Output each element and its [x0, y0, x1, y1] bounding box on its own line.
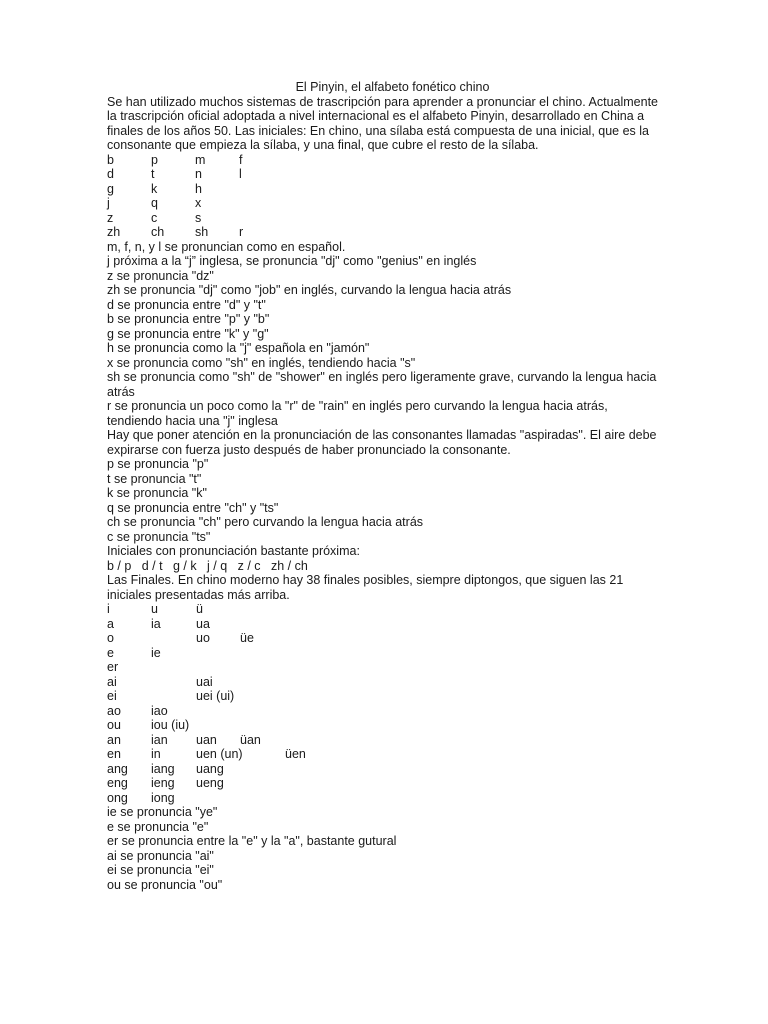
finals-cell	[240, 704, 284, 719]
initials-cell: x	[195, 196, 202, 210]
finals-cell: ao	[107, 703, 121, 718]
finals-cell: ang	[107, 761, 128, 776]
finals-cell: er	[107, 660, 119, 674]
initials-cell: c	[151, 210, 158, 225]
initials-row	[107, 211, 668, 226]
note-line: er se pronuncia entre la "e" y la "a", bastante gutural	[107, 834, 397, 848]
note-line: sh se pronuncia como "sh" de "shower" en inglés pero ligeramente grave, curvando la lengua hacia	[107, 370, 657, 384]
finals-cell: ia	[151, 616, 161, 631]
finals-cell: ai	[107, 674, 117, 689]
initials-row	[107, 225, 668, 240]
finals-cell	[240, 602, 284, 617]
note-line: e se pronuncia "e"	[107, 819, 209, 834]
finals-cell: an	[107, 732, 121, 747]
note-line: tendiendo hacia una "j" inglesa	[107, 413, 278, 428]
finals-cell: uang	[196, 761, 224, 776]
note-line: b / p d / t g / k j / q z / c zh / ch	[107, 558, 308, 573]
note-line: zh se pronuncia "dj" como "job" en inglés, curvando la lengua hacia atrás	[107, 283, 512, 297]
finals-cell: uan	[196, 732, 217, 747]
page-title: El Pinyin, el alfabeto fonético chino	[295, 80, 490, 94]
note-line: Iniciales con pronunciación bastante próxima:	[107, 544, 360, 558]
finals-row	[107, 689, 668, 704]
initials-cell: s	[195, 210, 202, 225]
initials-row	[107, 153, 668, 168]
initials-cell: k	[151, 181, 158, 196]
note-line: z se pronuncia "dz"	[107, 268, 214, 283]
initials-cell: n	[195, 167, 202, 181]
finals-cell: e	[107, 645, 114, 660]
finals-cell: i	[107, 602, 110, 616]
finals-cell: ou	[107, 718, 121, 732]
note-line: q se pronuncia entre "ch" y "ts"	[107, 500, 279, 515]
finals-cell	[240, 791, 284, 806]
note-line: g se pronuncia entre "k" y "g"	[107, 326, 269, 341]
finals-cell: iao	[151, 703, 168, 718]
finals-row	[107, 646, 668, 661]
initials-cell: z	[107, 210, 114, 225]
finals-cell	[196, 704, 240, 719]
note-line: b se pronuncia entre "p" y "b"	[107, 312, 270, 326]
initials-cell: sh	[195, 225, 209, 239]
finals-cell: u	[151, 602, 158, 616]
initials-notes	[107, 240, 668, 603]
finals-cell: ueng	[196, 776, 224, 790]
finals-cell	[151, 675, 196, 690]
note-line: t se pronuncia "t"	[107, 471, 202, 486]
note-line: d se pronuncia entre "d" y "t"	[107, 297, 266, 312]
finals-cell	[240, 718, 284, 733]
intro-paragraph	[107, 95, 668, 153]
initials-row	[107, 167, 668, 182]
initials-row	[107, 182, 668, 197]
initials-cell: q	[151, 196, 158, 210]
finals-cell: ian	[151, 732, 168, 747]
finals-cell	[196, 646, 240, 661]
initials-cell: g	[107, 181, 114, 196]
finals-cell: ei	[107, 689, 117, 703]
finals-row	[107, 602, 668, 617]
note-line: ai se pronuncia "ai"	[107, 848, 214, 863]
finals-cell	[196, 718, 240, 733]
note-line: x se pronuncia como "sh" en inglés, tendiendo hacia "s"	[107, 355, 416, 370]
finals-row	[107, 617, 668, 632]
initials-cell: f	[239, 152, 243, 167]
finals-notes	[107, 805, 668, 892]
note-line: atrás	[107, 384, 135, 399]
finals-cell	[196, 791, 240, 806]
intro-line: Se han utilizado muchos sistemas de trascripción para aprender a pronunciar el chino. Actualmente	[107, 94, 659, 109]
note-line: h se pronuncia como la "j" española en "jamón"	[107, 341, 370, 355]
finals-cell: uei (ui)	[196, 689, 235, 703]
finals-cell: ong	[107, 790, 128, 805]
initials-cell: r	[239, 225, 244, 239]
finals-cell: en	[107, 747, 121, 761]
initials-cell: b	[107, 152, 114, 167]
initials-cell: d	[107, 167, 114, 181]
finals-row	[107, 631, 668, 646]
finals-cell: ieng	[151, 776, 175, 790]
finals-cell: in	[151, 747, 161, 761]
finals-row	[107, 791, 668, 806]
initials-cell: zh	[107, 225, 121, 239]
note-line: p se pronuncia "p"	[107, 457, 209, 471]
intro-line: consonante que empieza la sílaba, y una final, que cubre el resto de la sílaba.	[107, 138, 539, 152]
note-line: iniciales presentadas más arriba.	[107, 587, 290, 602]
note-line: expirarse con fuerza justo después de haber pronunciado la consonante.	[107, 442, 511, 457]
note-line: r se pronuncia un poco como la "r" de "rain" en inglés pero curvando la lengua hacia atrás,	[107, 399, 608, 413]
note-line: ie se pronuncia "ye"	[107, 805, 218, 819]
finals-row	[107, 704, 668, 719]
finals-cell: eng	[107, 776, 128, 790]
finals-cell: o	[107, 631, 114, 645]
note-line: ou se pronuncia "ou"	[107, 877, 223, 892]
initials-row	[107, 196, 668, 211]
note-line: m, f, n, y l se pronuncian como en español.	[107, 239, 346, 254]
finals-cell: iang	[151, 761, 175, 776]
finals-cell	[151, 631, 196, 646]
finals-cell	[240, 762, 284, 777]
note-line: k se pronuncia "k"	[107, 486, 207, 500]
finals-cell	[151, 689, 196, 704]
finals-cell	[240, 660, 284, 675]
finals-cell: uo	[196, 631, 210, 645]
finals-cell: üan	[240, 732, 261, 747]
finals-cell: üen	[285, 747, 306, 761]
initials-cell: p	[151, 152, 158, 167]
finals-cell: iong	[151, 790, 175, 805]
note-line: Las Finales. En chino moderno hay 38 finales posibles, siempre diptongos, que siguen las 21	[107, 573, 624, 587]
finals-cell: ie	[151, 645, 161, 660]
finals-cell	[240, 646, 284, 661]
note-line: Hay que poner atención en la pronunciación de las consonantes llamadas "aspiradas". El aire debe	[107, 428, 657, 442]
finals-cell	[196, 660, 240, 675]
initials-cell: ch	[151, 225, 165, 239]
initials-cell: l	[239, 167, 242, 181]
finals-cell	[240, 776, 284, 791]
finals-row	[107, 762, 668, 777]
finals-cell: a	[107, 616, 114, 631]
finals-cell: ü	[196, 602, 203, 616]
initials-table	[107, 153, 668, 240]
finals-row	[107, 733, 668, 748]
initials-cell: t	[151, 167, 155, 181]
finals-row	[107, 675, 668, 690]
finals-cell	[240, 689, 284, 704]
finals-row	[107, 660, 668, 675]
finals-cell: üe	[240, 631, 254, 645]
note-line: ei se pronuncia "ei"	[107, 863, 214, 877]
initials-cell: m	[195, 152, 206, 167]
finals-cell	[240, 675, 284, 690]
finals-row	[107, 718, 668, 733]
initials-cell: j	[107, 196, 110, 210]
initials-cell: h	[195, 181, 202, 196]
finals-row	[107, 776, 668, 791]
finals-cell	[151, 660, 196, 675]
note-line: j próxima a la “j” inglesa, se pronuncia "dj" como "genius" en inglés	[107, 254, 477, 268]
finals-cell: uen (un)	[196, 747, 243, 761]
finals-row	[107, 747, 668, 762]
finals-cell	[240, 617, 284, 632]
intro-line: la trascripción oficial adoptada a nivel internacional es el alfabeto Pinyin, desarrollado en China a	[107, 109, 645, 123]
note-line: c se pronuncia "ts"	[107, 529, 211, 544]
finals-cell: iou (iu)	[151, 718, 190, 732]
finals-table	[107, 602, 668, 805]
finals-cell: uai	[196, 674, 213, 689]
note-line: ch se pronuncia "ch" pero curvando la lengua hacia atrás	[107, 515, 424, 529]
intro-line: finales de los años 50. Las iniciales: En chino, una sílaba está compuesta de una inicial, que es la	[107, 123, 650, 138]
finals-cell: ua	[196, 616, 210, 631]
